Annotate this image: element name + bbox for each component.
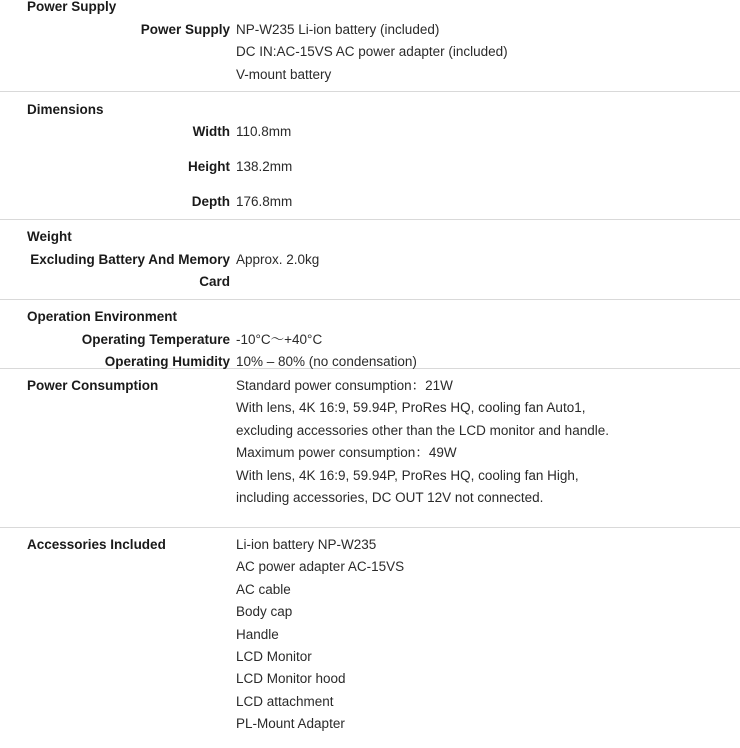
section-title: Power Supply (27, 0, 117, 14)
spec-value: PL-Mount Adapter (236, 716, 345, 731)
spec-value: LCD attachment (236, 694, 334, 709)
spec-value: 176.8mm (236, 194, 293, 209)
section-title: Power Consumption (27, 378, 159, 393)
spec-label: Width (192, 124, 230, 139)
spec-label: Excluding Battery And Memory (30, 252, 230, 267)
section-dimensions (0, 92, 740, 220)
spec-value: Approx. 2.0kg (236, 252, 320, 267)
spec-label: Depth (191, 194, 230, 209)
section-title: Weight (27, 229, 72, 244)
section-power-consumption (0, 369, 740, 528)
spec-value: Handle (236, 627, 279, 642)
spec-value: DC IN:AC-15VS AC power adapter (included) (236, 44, 508, 59)
spec-label-continued: Card (199, 274, 230, 289)
section-title: Operation Environment (27, 309, 178, 324)
spec-value: Maximum power consumption：49W (236, 445, 457, 460)
section-title: Accessories Included (27, 537, 166, 552)
spec-value: NP-W235 Li-ion battery (included) (236, 22, 440, 37)
spec-value: 110.8mm (236, 124, 292, 139)
spec-label: Operating Humidity (104, 354, 230, 369)
spec-label: Height (188, 159, 230, 174)
spec-value: LCD Monitor (236, 649, 312, 664)
spec-label: Power Supply (140, 22, 230, 37)
section-weight (0, 220, 740, 300)
spec-value: including accessories, DC OUT 12V not connected. (236, 490, 544, 505)
spec-value: AC cable (236, 582, 291, 597)
spec-value: -10°C〜+40°C (236, 332, 323, 347)
spec-value: Standard power consumption：21W (236, 378, 453, 393)
section-operation-environment (0, 300, 740, 369)
spec-value: With lens, 4K 16:9, 59.94P, ProRes HQ, cooling fan Auto1, (236, 400, 586, 415)
spec-value: excluding accessories other than the LCD monitor and handle. (236, 423, 609, 438)
spec-value: V-mount battery (236, 67, 332, 82)
section-title: Dimensions (27, 102, 104, 117)
spec-value: 138.2mm (236, 159, 293, 174)
spec-value: 10% – 80% (no condensation) (236, 354, 417, 369)
spec-value: With lens, 4K 16:9, 59.94P, ProRes HQ, cooling fan High, (236, 468, 579, 483)
spec-label: Operating Temperature (81, 332, 230, 347)
spec-value: AC power adapter AC-15VS (236, 559, 405, 574)
section-accessories (0, 528, 740, 748)
spec-value: Body cap (236, 604, 293, 619)
spec-value: Li-ion battery NP-W235 (236, 537, 377, 552)
section-power-supply (0, 0, 740, 92)
spec-value: LCD Monitor hood (236, 671, 346, 686)
